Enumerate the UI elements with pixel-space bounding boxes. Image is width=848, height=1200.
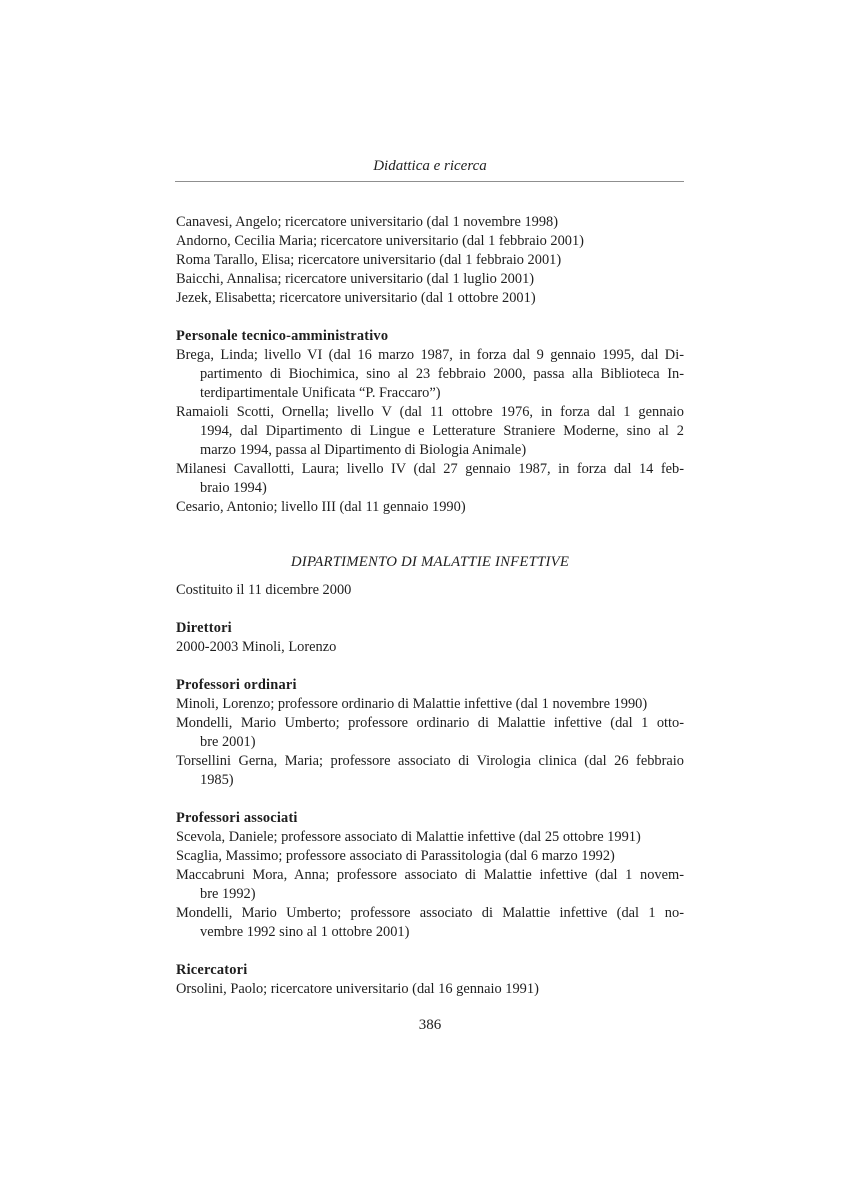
entry-line: 1994, dal Dipartimento di Lingue e Letterature Straniere Moderne, sino al 2 (200, 423, 684, 439)
header-rule (175, 181, 684, 182)
personnel-entry (176, 847, 684, 866)
ricercatori-continued-list (176, 213, 684, 308)
personnel-entry (176, 638, 684, 657)
entry-line: Torsellini Gerna, Maria; professore associato di Virologia clinica (dal 26 febbraio (176, 753, 684, 769)
section-heading: Direttori (176, 620, 232, 636)
section-heading: Ricercatori (176, 962, 248, 978)
personnel-entry (176, 403, 684, 460)
entry-line: Roma Tarallo, Elisa; ricercatore universitario (dal 1 febbraio 2001) (176, 252, 562, 268)
section-heading: Professori associati (176, 810, 298, 826)
entry-line: Jezek, Elisabetta; ricercatore universitario (dal 1 ottobre 2001) (176, 290, 536, 306)
entry-line: Minoli, Lorenzo; professore ordinario di Malattie infettive (dal 1 novembre 1990) (176, 696, 648, 712)
entry-line: Maccabruni Mora, Anna; professore associato di Malattie infettive (dal 1 novem- (176, 867, 684, 883)
paragraph-costituito: Costituito il 11 dicembre 2000 (176, 582, 352, 598)
personnel-entry (176, 904, 684, 942)
entry-line: Ramaioli Scotti, Ornella; livello V (dal 11 ottobre 1976, in forza dal 1 gennaio (176, 404, 684, 420)
personnel-entry (176, 346, 684, 403)
personnel-entry (176, 498, 684, 517)
section-personale-tecnico-amministrativo (176, 327, 684, 517)
page-content (176, 213, 684, 999)
entry-line: 2000-2003 Minoli, Lorenzo (176, 639, 337, 655)
section-heading: Professori ordinari (176, 677, 297, 693)
section-professori-associati (176, 809, 684, 942)
entry-line: Scevola, Daniele; professore associato di Malattie infettive (dal 25 ottobre 1991) (176, 829, 641, 845)
entry-line: Orsolini, Paolo; ricercatore universitario (dal 16 gennaio 1991) (176, 981, 539, 997)
entry-line: Mondelli, Mario Umberto; professore associato di Malattie infettive (dal 1 no- (176, 905, 684, 921)
entry-line: partimento di Biochimica, sino al 23 febbraio 2000, passa alla Biblioteca In- (200, 366, 684, 382)
entry-line: bre 1992) (200, 886, 256, 902)
section-ricercatori (176, 961, 684, 999)
entry-line: Brega, Linda; livello VI (dal 16 marzo 1987, in forza dal 9 gennaio 1995, dal Di- (176, 347, 684, 363)
entry-line: Mondelli, Mario Umberto; professore ordinario di Malattie infettive (dal 1 otto- (176, 715, 684, 731)
section-professori-ordinari (176, 676, 684, 790)
entry-line: Andorno, Cecilia Maria; ricercatore universitario (dal 1 febbraio 2001) (176, 233, 584, 249)
entry-line: vembre 1992 sino al 1 ottobre 2001) (200, 924, 410, 940)
personnel-entry (176, 460, 684, 498)
personnel-entry (176, 714, 684, 752)
running-head: Didattica e ricerca (373, 158, 487, 174)
section-direttori (176, 619, 684, 657)
personnel-entry (176, 980, 684, 999)
entry-line: marzo 1994, passa al Dipartimento di Biologia Animale) (200, 442, 527, 458)
entry-line: Cesario, Antonio; livello III (dal 11 gennaio 1990) (176, 499, 466, 515)
personnel-entry (176, 232, 684, 251)
entry-line: Baicchi, Annalisa; ricercatore universitario (dal 1 luglio 2001) (176, 271, 535, 287)
personnel-entry (176, 251, 684, 270)
entry-line: Scaglia, Massimo; professore associato di Parassitologia (dal 6 marzo 1992) (176, 848, 615, 864)
page-number: 386 (418, 1017, 442, 1033)
chapter-title-dipartimento-malattie-infettive: DIPARTIMENTO DI MALATTIE INFETTIVE (290, 554, 570, 570)
personnel-entry (176, 270, 684, 289)
entry-line: Canavesi, Angelo; ricercatore universitario (dal 1 novembre 1998) (176, 214, 559, 230)
entry-line: Milanesi Cavallotti, Laura; livello IV (dal 27 gennaio 1987, in forza dal 14 feb- (176, 461, 684, 477)
personnel-entry (176, 213, 684, 232)
personnel-entry (176, 289, 684, 308)
personnel-entry (176, 866, 684, 904)
entry-line: bre 2001) (200, 734, 256, 750)
section-heading: Personale tecnico-amministrativo (176, 328, 389, 344)
personnel-entry (176, 828, 684, 847)
entry-line: 1985) (200, 772, 234, 788)
personnel-entry (176, 752, 684, 790)
entry-line: braio 1994) (200, 480, 267, 496)
entry-line: terdipartimentale Unificata “P. Fraccaro”) (200, 385, 441, 401)
personnel-entry (176, 695, 684, 714)
